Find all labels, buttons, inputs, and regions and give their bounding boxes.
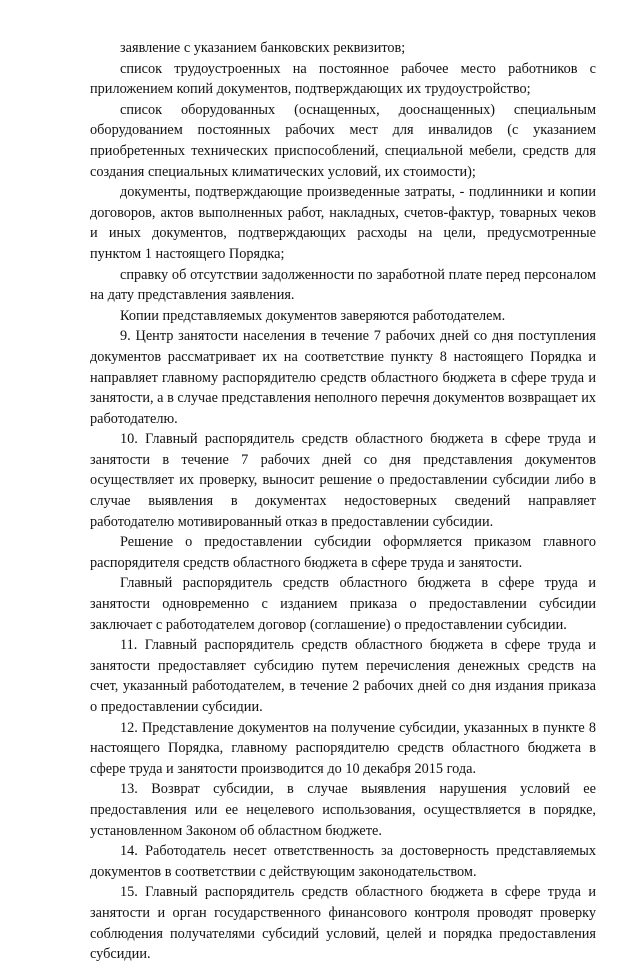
paragraph-subsidy-decision-order: Решение о предоставлении субсидии оформляется приказом главного распорядителя средств областного бюджета в сфере труда и занятости. (90, 534, 596, 571)
paragraph-subsidy-agreement: Главный распорядитель средств областного бюджета в сфере труда и занятости одновременно с изданием приказа о предоставлении субсидии заключает с работодателем договор (соглашение) о предоставлении субсидии. (90, 575, 596, 633)
paragraph-clause-11: 11. Главный распорядитель средств областного бюджета в сфере труда и занятости предоставляет субсидию путем перечисления денежных средств на счет, указанный работодателем, в течение 2 рабочих дней со дня издания приказа о предоставлении субсидии. (90, 637, 596, 715)
paragraph-clause-10: 10. Главный распорядитель средств областного бюджета в сфере труда и занятости в течение 7 рабочих дней со дня представления документов осуществляет их проверку, выносит решение о предоставлении субсидии либо в случае выявления в документах недостоверных сведений направляет работодателю мотивированный отказ в предоставлении субсидии. (90, 431, 596, 530)
paragraph-copies-certification: Копии представляемых документов заверяются работодателем. (120, 307, 506, 324)
paragraph-clause-15: 15. Главный распорядитель средств областного бюджета в сфере труда и занятости и орган государственного финансового контроля проводят проверку соблюдения получателями субсидий условий, целей и порядка предоставления субсидии. (90, 884, 596, 963)
paragraph-clause-12: 12. Представление документов на получение субсидии, указанных в пункте 8 настоящего Порядка, главному распорядителю средств областного бюджета в сфере труда и занятости производится до 10 декабря 2015 года. (90, 719, 596, 777)
paragraph-clause-9: 9. Центр занятости населения в течение 7 рабочих дней со дня поступления документов рассматривает их на соответствие пункту 8 настоящего Порядка и направляет главному распорядителю средств областного бюджета в сфере труда и занятости, а в случае представления неполного перечня документов возвращает их работодателю. (90, 328, 596, 427)
paragraph-clause-14: 14. Работодатель несет ответственность за достоверность представляемых документов в соответствии с действующим законодательством. (90, 843, 596, 880)
paragraph-expense-documents: документы, подтверждающие произведенные затраты, - подлинники и копии договоров, актов выполненных работ, накладных, счетов-фактур, товарных чеков и иных документов, подтверждающих расходы на цели, предусмотренные пунктом 1 настоящего Порядка; (90, 184, 596, 262)
paragraph-clause-13: 13. Возврат субсидии, в случае выявления нарушения условий ее предоставления или ее нецелевого использования, осуществляется в порядке, установленном Законом об областном бюджете. (90, 781, 596, 839)
paragraph-bank-details-statement: заявление с указанием банковских реквизитов; (120, 40, 406, 56)
paragraph-equipped-workplaces-list: список оборудованных (оснащенных, дооснащенных) специальным оборудованием постоянных рабочих мест для инвалидов (с указанием приобретенных технических приспособлений, специальной мебели, средств для создания специальных климатических условий, их стоимости); (90, 101, 596, 180)
paragraph-employees-list: список трудоустроенных на постоянное рабочее место работников с приложением копий документов, подтверждающих их трудоустройство; (90, 60, 596, 98)
paragraph-no-wage-debt-certificate: справку об отсутствии задолженности по заработной плате перед персоналом на дату представления заявления. (90, 266, 596, 304)
